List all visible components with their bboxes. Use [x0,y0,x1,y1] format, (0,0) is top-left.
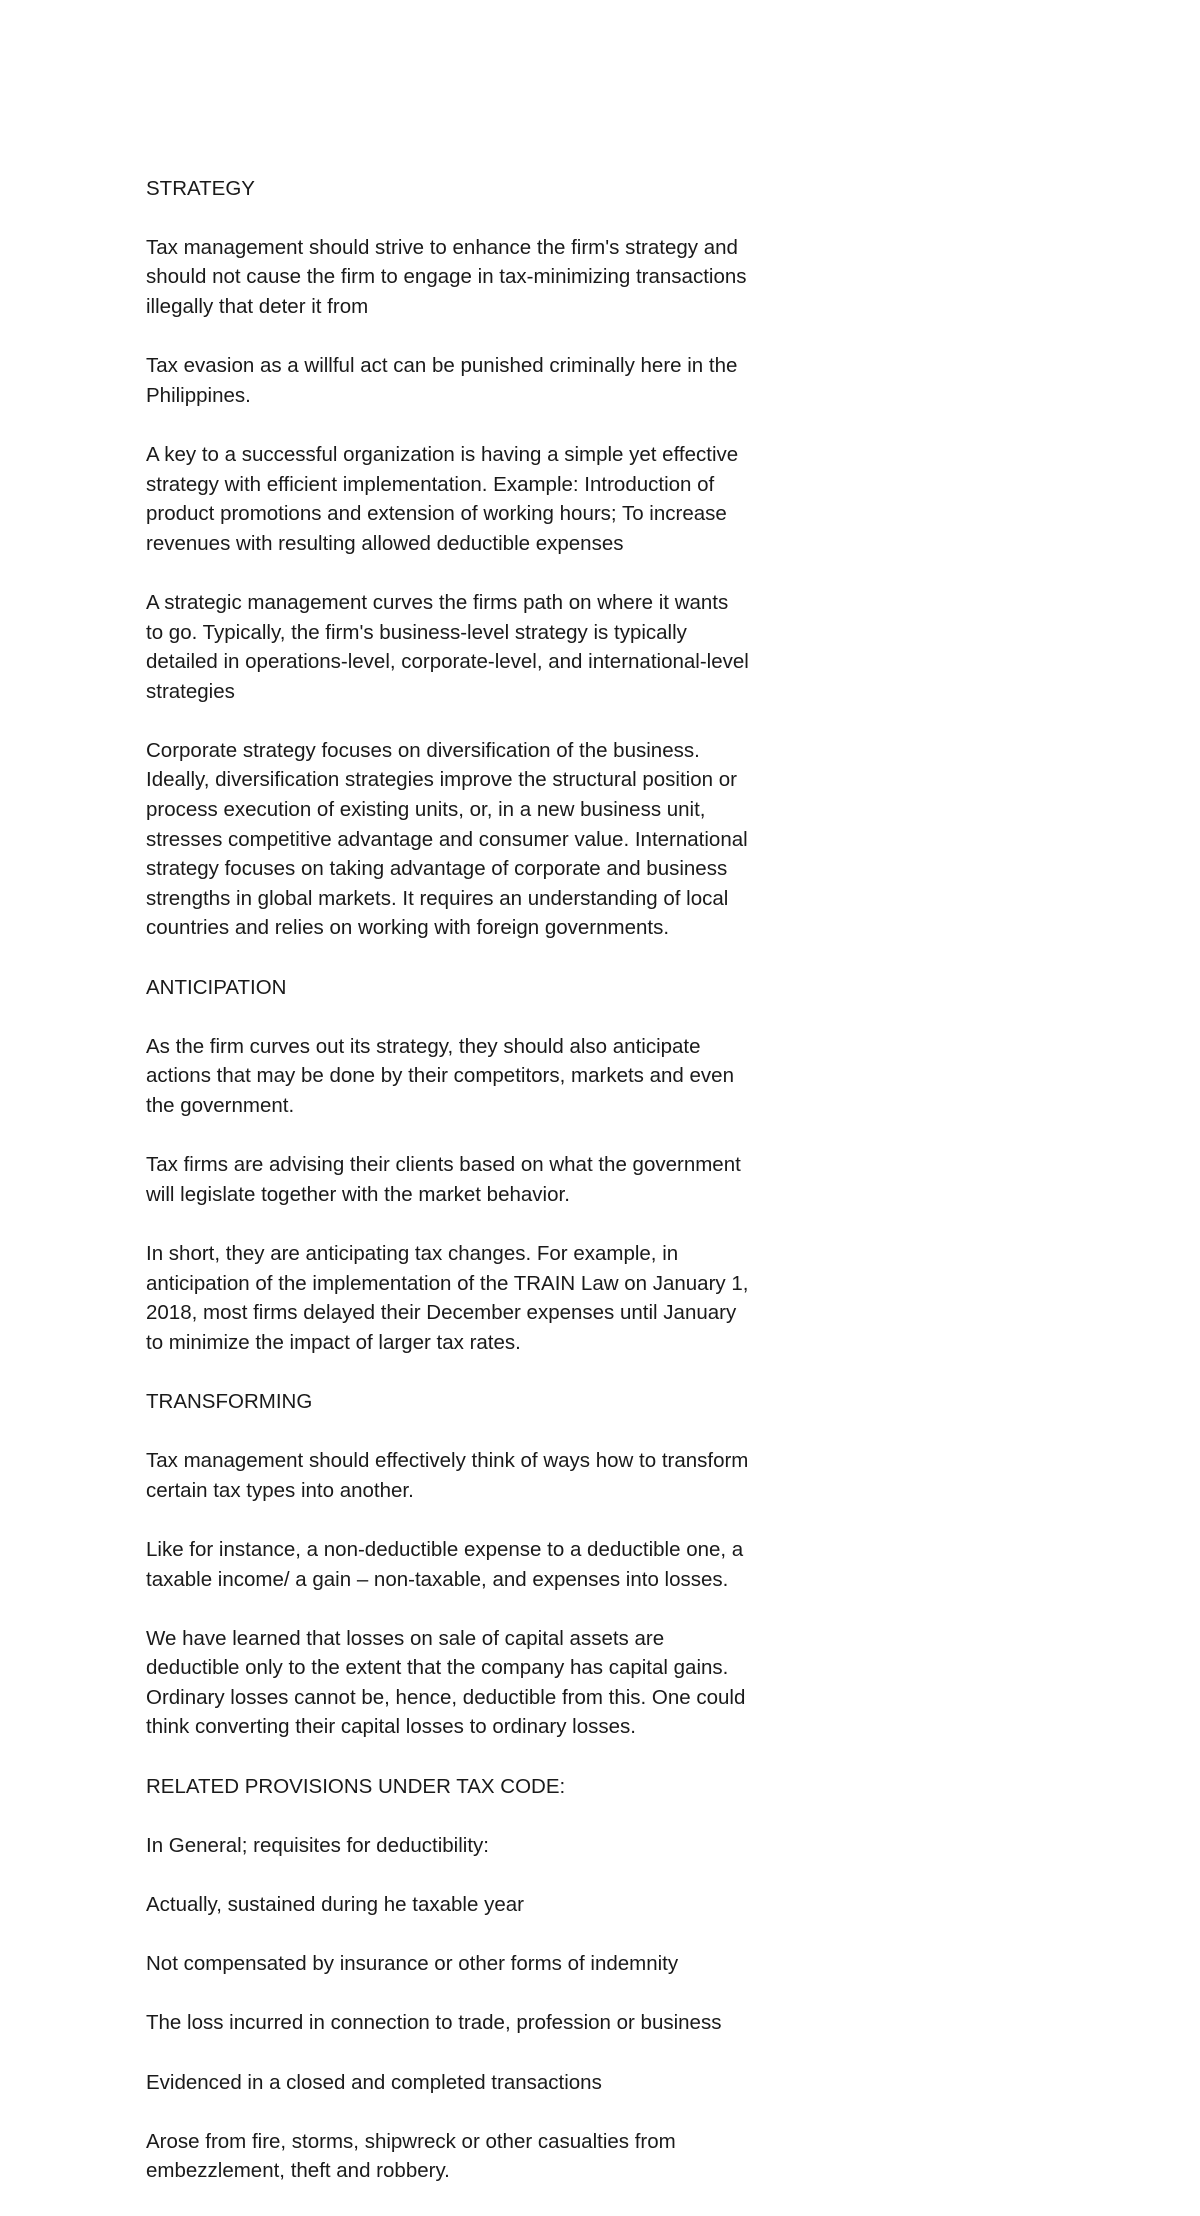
paragraph: Tax management should effectively think of ways how to transform certain tax types into another. [146,1449,749,1502]
heading-related-provisions: RELATED PROVISIONS UNDER TAX CODE: [146,1774,566,1798]
heading-strategy: STRATEGY [146,176,255,200]
paragraph: In short, they are anticipating tax changes. For example, in anticipation of the implementation of the TRAIN Law on January 1, 2018, most firms delayed their December expenses until January to minimize the impact of larger tax rates. [146,1241,749,1354]
paragraph: Like for instance, a non-deductible expense to a deductible one, a taxable income/ a gain – non-taxable, and expenses into losses. [146,1537,744,1591]
list-item: Arose from fire, storms, shipwreck or other casualties from embezzlement, theft and robbery. [146,2129,676,2183]
list-item: Actually, sustained during he taxable year [146,1893,524,1917]
paragraph: Tax firms are advising their clients based on what the government will legislate together with the market behavior. [146,1153,741,1206]
paragraph: A key to a successful organization is having a simple yet effective strategy with efficient implementation. Example: Introduction of product promotions and extension of working hours; To increase revenues with resulting allowed deductible expenses [146,442,739,555]
heading-anticipation: ANTICIPATION [146,975,287,999]
list-item: The loss incurred in connection to trade, profession or business [146,2011,722,2035]
list-item: Evidenced in a closed and completed transactions [146,2070,602,2094]
paragraph: Tax management should strive to enhance the firm's strategy and should not cause the firm to engage in tax-minimizing transactions illegally that deter it from [146,235,747,318]
paragraph: Corporate strategy focuses on diversification of the business. Ideally, diversification strategies improve the structural position or process execution of existing units, or, in a new business unit, stresses competitive advantage and consumer value. International strategy focuses on taking advantage of corporate and business strengths in global markets. It requires an understanding of local countries and relies on working with foreign governments. [146,738,748,940]
paragraph: A strategic management curves the firms path on where it wants to go. Typically, the firm's business-level strategy is typically detailed in operations-level, corporate-level, and international-level strategies [146,590,749,703]
list-item: Not compensated by insurance or other forms of indemnity [146,1952,679,1976]
paragraph: We have learned that losses on sale of capital assets are deductible only to the extent that the company has capital gains. Ordinary losses cannot be, hence, deductible from this. One could think converting their capital losses to ordinary losses. [146,1626,746,1739]
document-body [146,144,826,2216]
paragraph: In General; requisites for deductibility: [146,1833,489,1857]
paragraph: As the firm curves out its strategy, they should also anticipate actions that may be done by their competitors, markets and even the government. [146,1034,734,1117]
paragraph: Tax evasion as a willful act can be punished criminally here in the Philippines. [146,354,738,407]
heading-transforming: TRANSFORMING [146,1389,313,1413]
